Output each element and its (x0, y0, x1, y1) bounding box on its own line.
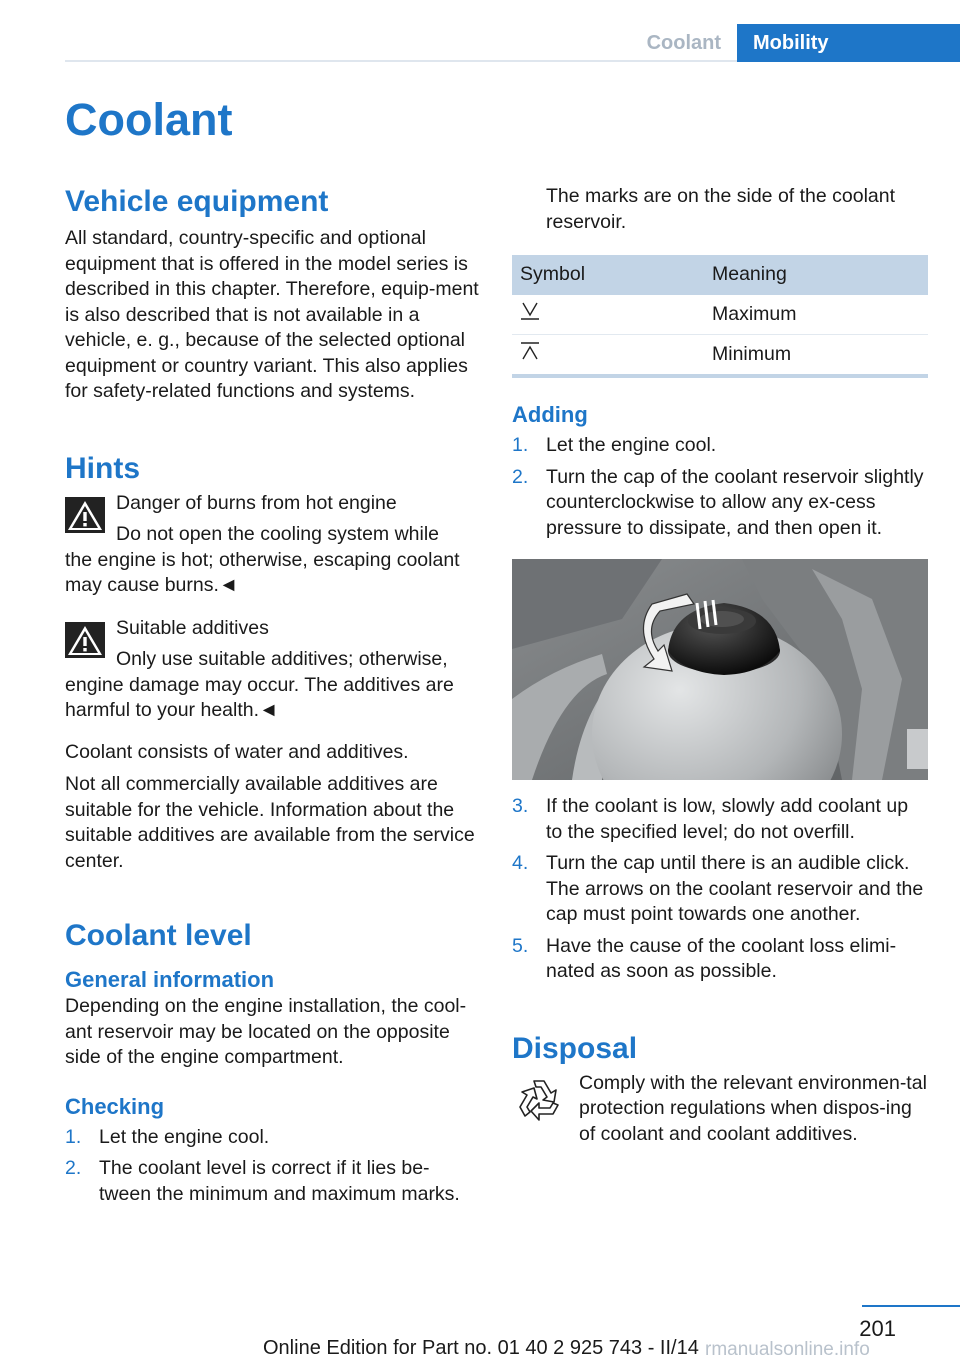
warning-text-line: Do not open the cooling system while (116, 523, 440, 545)
table-header-row (512, 255, 928, 295)
step-number: 5. (512, 934, 529, 957)
chapter-tab: Mobility (737, 24, 960, 62)
step-text: Let the engine cool. (546, 434, 717, 456)
general-information-heading: General information (65, 967, 275, 992)
marks-location-text: The marks are on the side of the coolant reservoir. (546, 185, 896, 233)
warning-additives (65, 616, 481, 724)
coolant-composition-text: Coolant consists of water and additives. (65, 740, 409, 763)
checking-steps (65, 1125, 481, 1208)
coolant-level-heading: Coolant level (65, 919, 252, 952)
warning-title: Danger of burns from hot engine (116, 491, 397, 514)
left-column (65, 184, 481, 1213)
step-text: If the coolant is low, slowly add coolant up to the specified level; do not overfill. (546, 795, 909, 843)
list-item (65, 1156, 481, 1207)
table-header-symbol: Symbol (512, 255, 704, 295)
warning-hot-engine (65, 491, 481, 599)
table-cell-meaning: Minimum (704, 335, 928, 377)
section-tab: Coolant (646, 32, 721, 54)
step-number: 2. (512, 465, 529, 488)
page-title: Coolant (65, 94, 233, 145)
list-item (512, 465, 928, 542)
footer-rule (862, 1305, 960, 1307)
step-text: Turn the cap until there is an audible click. The arrows on the coolant reservoir and the cap must point towards one another. (546, 852, 924, 925)
general-information-text: Depending on the engine installation, the cool-ant reservoir may be located on the opposite side of the engine compartment. (65, 995, 467, 1068)
table-row (512, 335, 928, 377)
disposal-heading: Disposal (512, 1031, 638, 1065)
step-number: 1. (512, 434, 529, 456)
hints-heading: Hints (65, 451, 140, 485)
symbol-table (512, 255, 928, 378)
table-header-meaning: Meaning (704, 255, 928, 295)
step-number: 1. (65, 1125, 82, 1148)
disposal-note (512, 1071, 928, 1148)
watermark: rmanualsonline.info (705, 1339, 870, 1360)
list-item (65, 1125, 481, 1151)
warning-text: engine damage may occur. The additives are harmful to your health.◄ (65, 673, 454, 721)
checking-heading: Checking (65, 1093, 165, 1119)
coolant-reservoir-photo (512, 559, 928, 780)
step-text: Let the engine cool. (99, 1125, 270, 1148)
table-cell-meaning: Maximum (704, 295, 928, 335)
warning-text-line: Only use suitable additives; otherwise, (116, 648, 448, 670)
table-row (512, 295, 928, 335)
warning-triangle-icon (65, 497, 105, 533)
edition-text: Online Edition for Part no. 01 40 2 925 743 - II/14 (263, 1337, 699, 1359)
disposal-text: Comply with the relevant environmen-tal protection regulations when dispos-ing of coolant and coolant additives. (579, 1071, 927, 1145)
recycle-icon (514, 1075, 564, 1125)
step-number: 2. (65, 1157, 82, 1179)
list-item (512, 433, 928, 459)
adding-steps (512, 433, 928, 541)
vehicle-equipment-text: All standard, country-specific and optional equipment that is offered in the model series is described in this chapter. Therefore, equip-ment is also described that is not available in a vehicle, e. g., because of the selected optional equipment or country variant. This also applies for safety-related functions and systems. (65, 227, 479, 402)
page-number: 201 (859, 1316, 896, 1341)
list-item (512, 794, 928, 845)
list-item (512, 851, 928, 928)
right-column (512, 184, 928, 1147)
adding-steps-continued (512, 794, 928, 985)
warning-title: Suitable additives (116, 616, 269, 639)
adding-heading: Adding (512, 402, 588, 427)
warning-triangle-icon (65, 622, 105, 658)
step-text: Turn the cap of the coolant reservoir slightly counterclockwise to allow any ex-cess pressure to dissipate, and then open it. (546, 465, 924, 539)
step-text: Have the cause of the coolant loss elimi-nated as soon as possible. (546, 934, 897, 982)
step-text: The coolant level is correct if it lies be-tween the minimum and maximum marks. (99, 1157, 460, 1205)
additives-info-text: Not all commercially available additives are suitable for the vehicle. Information about the suitable additives are available from the service center. (65, 773, 475, 872)
max-mark-icon (520, 301, 540, 321)
step-number: 3. (512, 795, 529, 817)
warning-text: the engine is hot; otherwise, escaping coolant may cause burns.◄ (65, 548, 460, 596)
min-mark-icon (520, 341, 540, 361)
vehicle-equipment-heading: Vehicle equipment (65, 185, 329, 218)
step-number: 4. (512, 852, 529, 874)
list-item (512, 934, 928, 985)
